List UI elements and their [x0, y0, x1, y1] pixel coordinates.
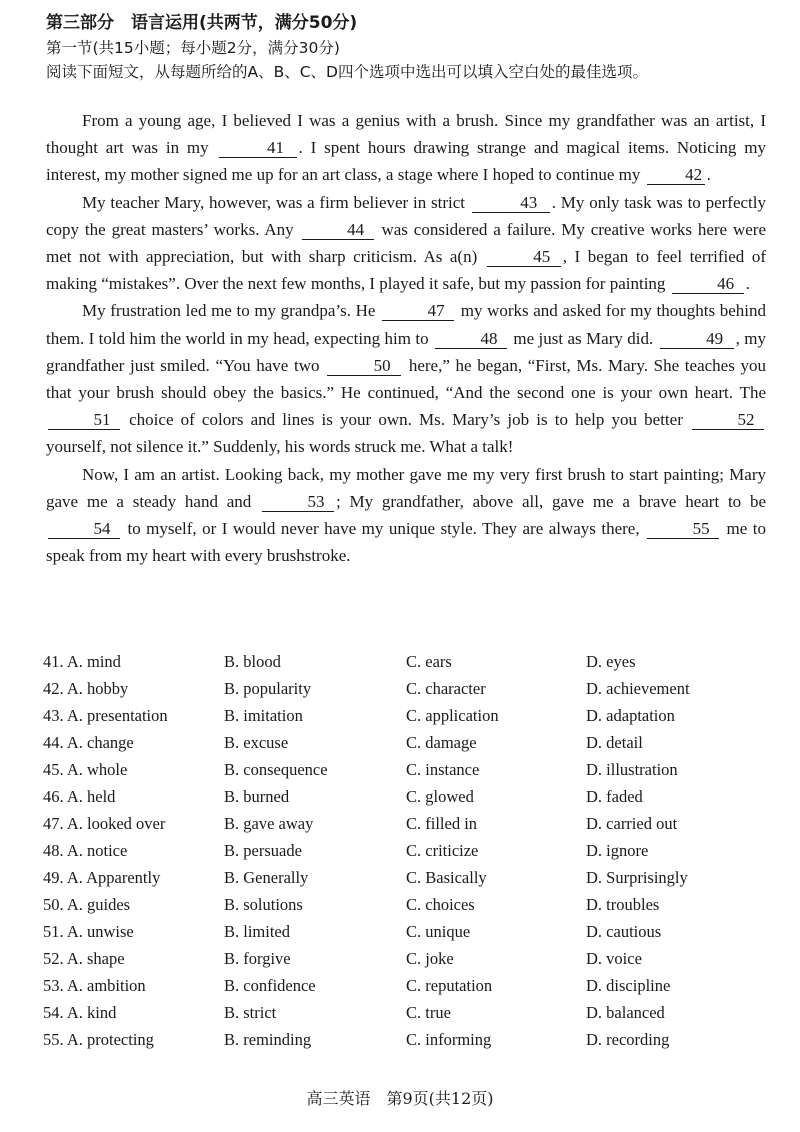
blank-55: 55 [647, 519, 719, 539]
subsection-title: 第一节(共15小题；每小题2分，满分30分) [46, 39, 340, 57]
option-a: 44. A. change [43, 733, 134, 752]
option-b: B. persuade [224, 841, 302, 860]
option-a: 49. A. Apparently [43, 868, 161, 887]
option-c: C. character [406, 679, 486, 698]
option-row-50 [43, 895, 783, 922]
passage-text: was considered a failure. My creative works here were met not with appreciation, but with sharp criticism. As a(n) [46, 219, 767, 267]
passage-text: , I began to feel terrified of making “mistakes”. Over the next few months, I played it safe, but my passion for painting [46, 247, 766, 294]
section-title: 第三部分 语言运用(共两节，满分50分) [46, 13, 358, 33]
option-a: 55. A. protecting [43, 1030, 154, 1049]
option-d: D. Surprisingly [586, 868, 688, 887]
option-b: B. confidence [224, 976, 316, 995]
option-b: B. consequence [224, 760, 328, 779]
option-d: D. detail [586, 733, 643, 752]
page-footer: 高三英语 第9页(共12页) [306, 1089, 494, 1108]
passage-text: My frustration led me to my grandpa’s. He [82, 301, 381, 321]
option-c: C. unique [406, 922, 471, 941]
option-row-46 [43, 787, 783, 814]
option-row-47 [43, 814, 783, 841]
passage-text: . I spent hours drawing strange and magical items. Noticing my interest, my mother signed me up for an art class, a stage where I hoped to continue my [46, 138, 766, 185]
option-c: C. instance [406, 760, 480, 779]
option-b: B. burned [224, 787, 290, 806]
option-b: B. reminding [224, 1030, 312, 1049]
instruction-text: 阅读下面短文，从每题所给的A、B、C、D四个选项中选出可以填入空白处的最佳选项。 [46, 63, 648, 81]
option-a: 48. A. notice [43, 841, 128, 860]
option-a: 52. A. shape [43, 949, 125, 968]
option-a: 47. A. looked over [43, 814, 166, 833]
passage-text: . My only task was to perfectly copy the great masters’ works. Any [46, 192, 766, 239]
option-a: 43. A. presentation [43, 706, 168, 725]
passage-text: me just as Mary did. [508, 328, 658, 348]
option-a: 51. A. unwise [43, 922, 134, 941]
option-c: C. criticize [406, 841, 479, 860]
option-b: B. blood [224, 652, 281, 671]
option-c: C. filled in [406, 814, 478, 833]
passage-text: my works and asked for my thoughts behind them. I told him the world in my head, expecting him to [46, 301, 767, 348]
blank-44: 44 [302, 220, 374, 240]
option-b: B. strict [224, 1003, 277, 1022]
option-row-48 [43, 841, 783, 868]
option-c: C. damage [406, 733, 477, 752]
option-b: B. solutions [224, 895, 303, 914]
option-row-54 [43, 1003, 783, 1030]
option-a: 41. A. mind [43, 652, 121, 671]
option-c: C. informing [406, 1030, 492, 1049]
option-c: C. ears [406, 652, 452, 671]
option-row-49 [43, 868, 783, 895]
passage-text: ; My grandfather, above all, gave me a brave heart to be [336, 491, 766, 511]
option-b: B. excuse [224, 733, 289, 752]
option-d: D. eyes [586, 652, 636, 671]
passage-text: here,” he began, “First, Ms. Mary. She teaches you that your brush should obey the basics.” He continued, “And the second one is your own heart. The [46, 355, 766, 403]
option-d: D. balanced [586, 1003, 665, 1022]
option-row-55 [43, 1030, 783, 1057]
passage-paragraph-3 [46, 297, 766, 460]
blank-48: 48 [435, 329, 507, 349]
option-d: D. illustration [586, 760, 678, 779]
option-d: D. discipline [586, 976, 671, 995]
option-d: D. faded [586, 787, 643, 806]
cloze-passage [46, 107, 766, 569]
option-c: C. reputation [406, 976, 493, 995]
option-row-42 [43, 679, 783, 706]
option-d: D. voice [586, 949, 642, 968]
blank-53: 53 [262, 492, 334, 512]
passage-text: yourself, not silence it.” Suddenly, his words struck me. What a talk! [46, 437, 514, 457]
option-d: D. achievement [586, 679, 690, 698]
option-b: B. imitation [224, 706, 303, 725]
option-d: D. cautious [586, 922, 662, 941]
blank-49: 49 [660, 329, 734, 349]
blank-52: 52 [692, 410, 764, 430]
passage-text: Now, I am an artist. Looking back, my mother gave me my very first brush to start painting; Mary gave me a steady hand and [46, 464, 766, 511]
passage-paragraph-1 [46, 107, 766, 189]
option-b: B. limited [224, 922, 290, 941]
blank-46: 46 [672, 274, 744, 294]
passage-text: to myself, or I would never have my unique style. They are always there, [122, 519, 646, 539]
option-d: D. recording [586, 1030, 670, 1049]
option-c: C. application [406, 706, 499, 725]
passage-text: choice of colors and lines is your own. Ms. Mary’s job is to help you better [122, 410, 690, 430]
option-d: D. troubles [586, 895, 660, 914]
option-d: D. adaptation [586, 706, 675, 725]
option-b: B. gave away [224, 814, 314, 833]
section-header [46, 10, 766, 84]
option-c: C. choices [406, 895, 475, 914]
option-b: B. popularity [224, 679, 312, 698]
passage-text: From a young age, I believed I was a genius with a brush. Since my grandfather was an artist, I thought art was in my [46, 111, 766, 158]
option-c: C. Basically [406, 868, 487, 887]
option-row-53 [43, 976, 783, 1003]
passage-paragraph-4 [46, 461, 766, 570]
passage-text: me to speak from my heart with every brushstroke. [46, 519, 767, 566]
answer-options [43, 652, 783, 1057]
passage-text: . [706, 165, 711, 185]
option-a: 53. A. ambition [43, 976, 146, 995]
option-c: C. joke [406, 949, 454, 968]
option-d: D. carried out [586, 814, 678, 833]
option-d: D. ignore [586, 841, 649, 860]
passage-text: . [745, 274, 750, 294]
option-c: C. glowed [406, 787, 474, 806]
blank-45: 45 [487, 247, 561, 267]
option-a: 42. A. hobby [43, 679, 129, 698]
option-a: 45. A. whole [43, 760, 128, 779]
option-row-52 [43, 949, 783, 976]
option-row-43 [43, 706, 783, 733]
option-b: B. forgive [224, 949, 291, 968]
option-row-51 [43, 922, 783, 949]
blank-54: 54 [48, 519, 120, 539]
passage-text: , my grandfather just smiled. “You have two [46, 328, 767, 375]
option-row-44 [43, 733, 783, 760]
option-c: C. true [406, 1003, 451, 1022]
blank-42: 42 [647, 165, 705, 185]
option-row-41 [43, 652, 783, 679]
option-a: 50. A. guides [43, 895, 131, 914]
blank-50: 50 [327, 356, 401, 376]
option-b: B. Generally [224, 868, 309, 887]
blank-47: 47 [382, 301, 454, 321]
blank-43: 43 [472, 193, 550, 213]
blank-41: 41 [219, 138, 297, 158]
blank-51: 51 [48, 410, 120, 430]
option-a: 54. A. kind [43, 1003, 117, 1022]
option-row-45 [43, 760, 783, 787]
passage-paragraph-2 [46, 189, 766, 298]
option-a: 46. A. held [43, 787, 116, 806]
passage-text: My teacher Mary, however, was a firm believer in strict [82, 192, 470, 212]
